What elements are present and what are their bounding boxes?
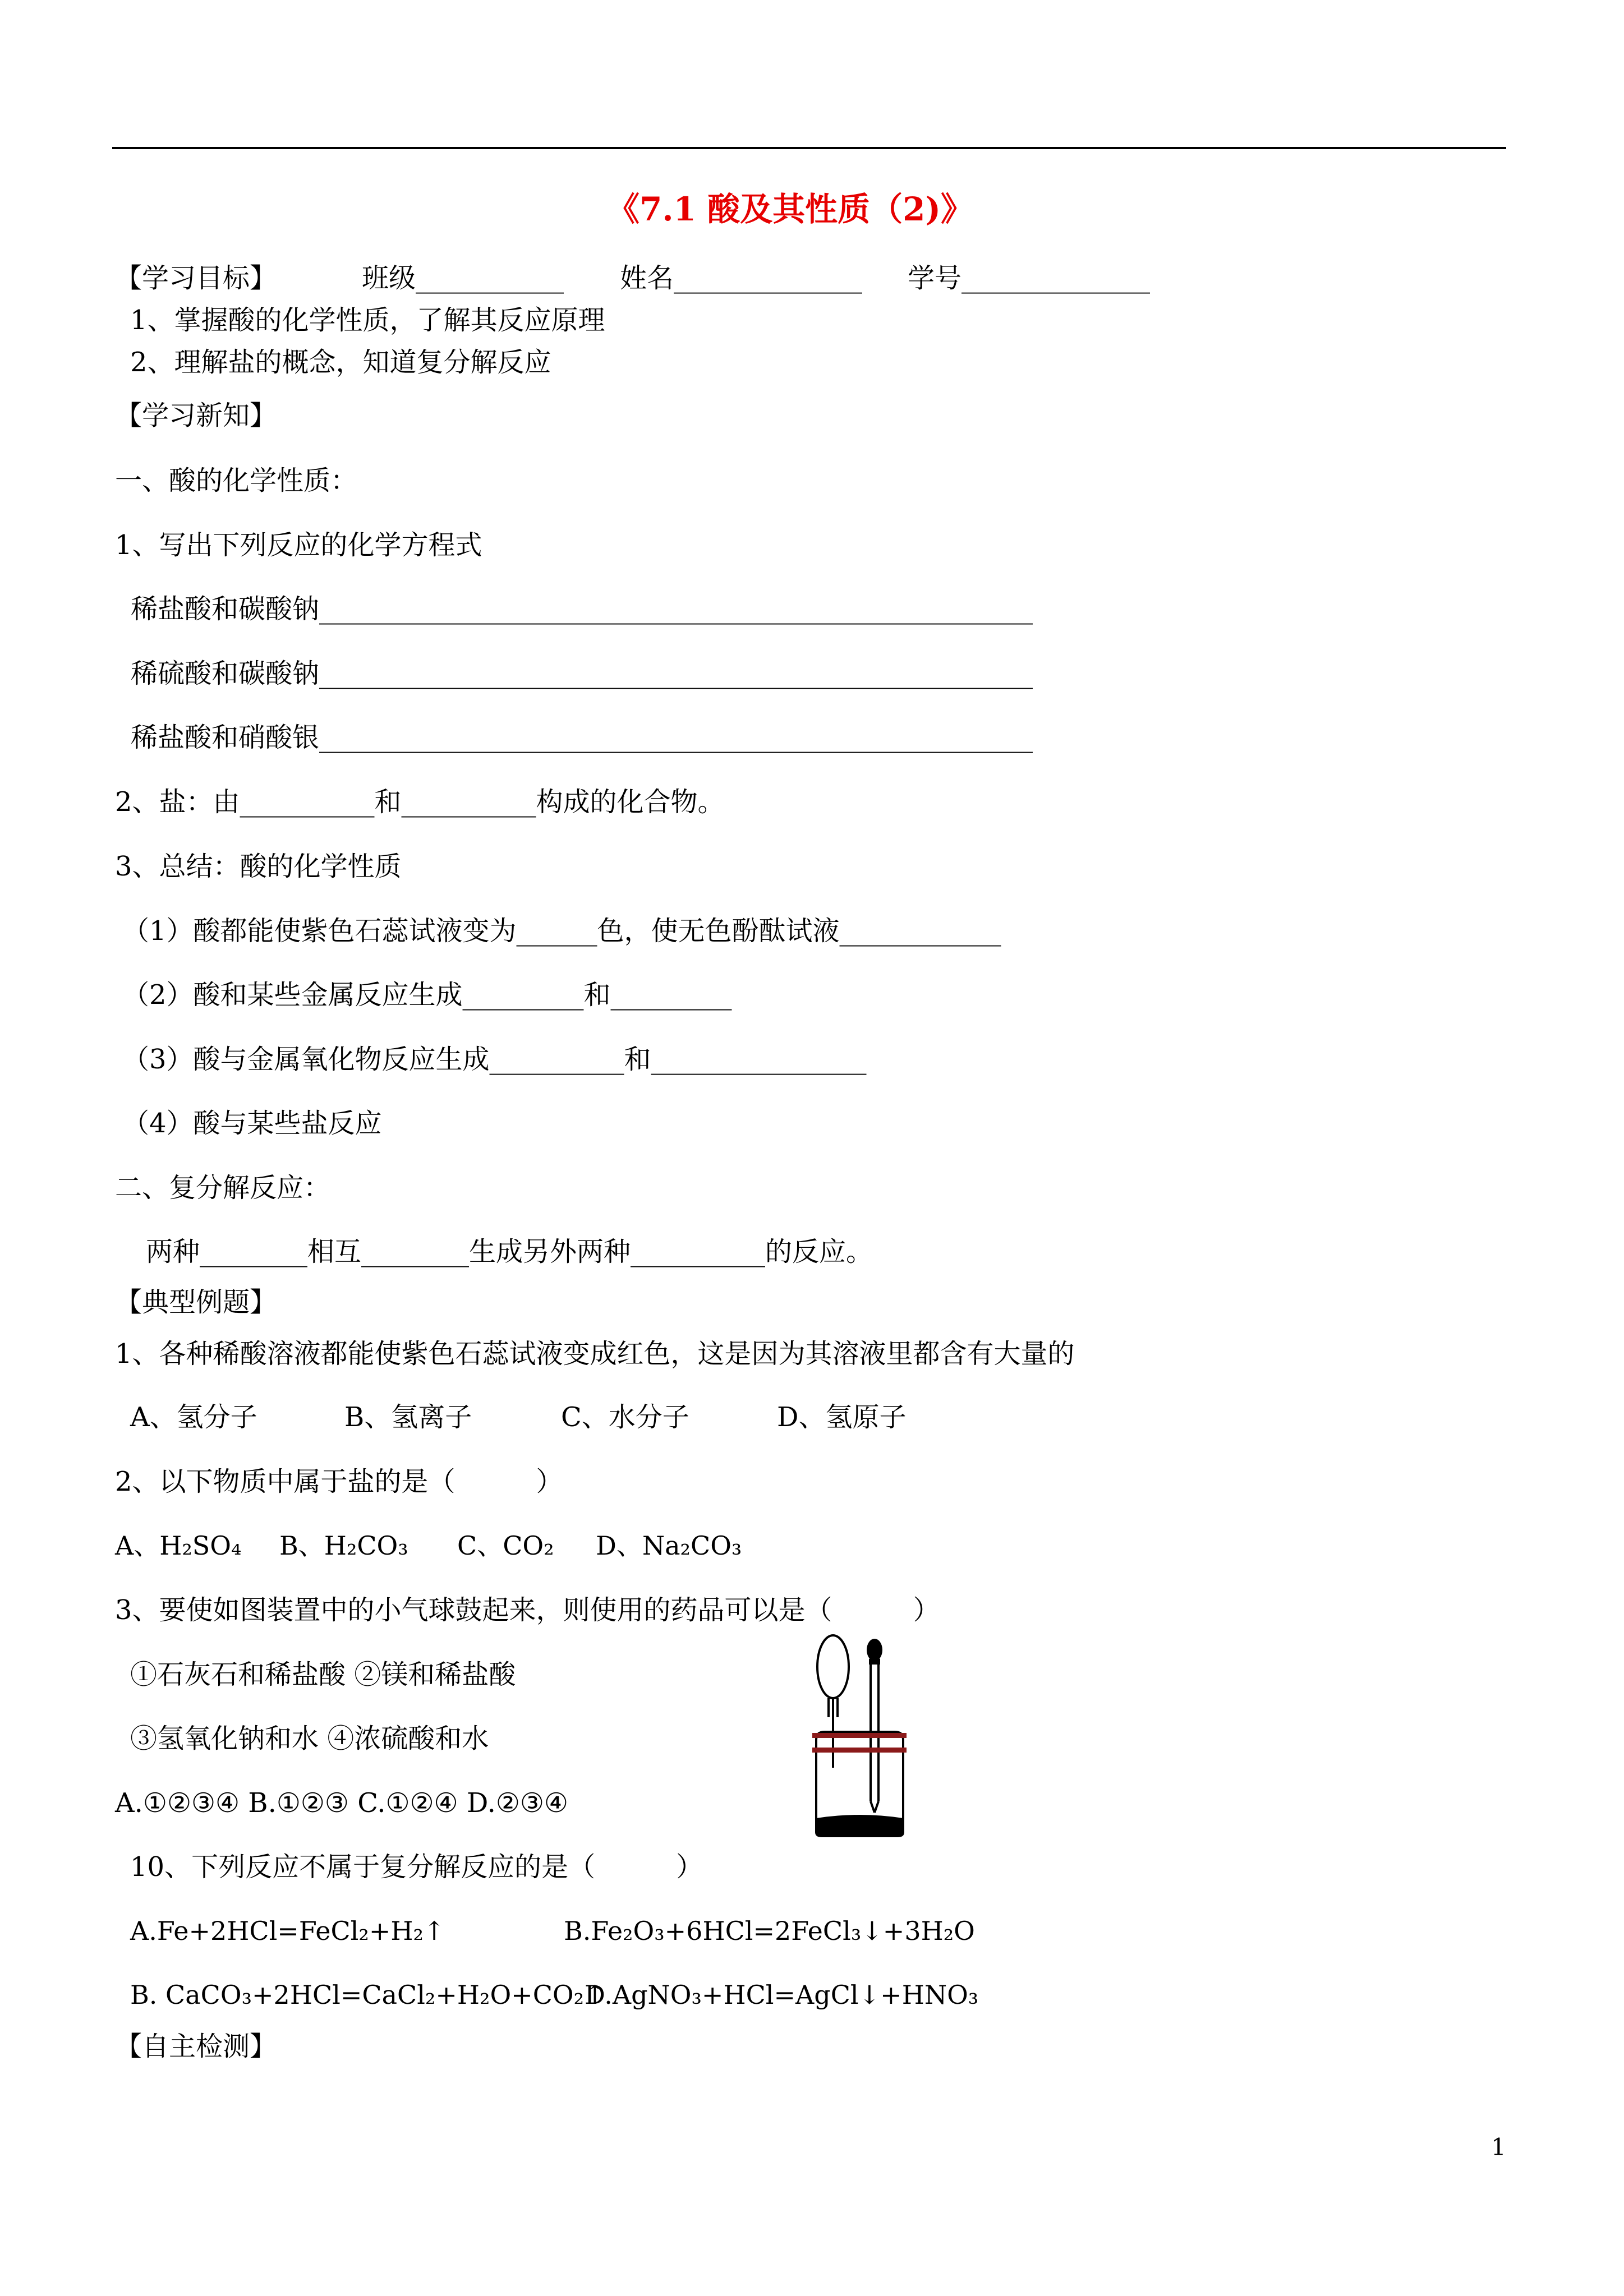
option: D、Na₂CO₃ [596,1530,742,1561]
dropper-icon [867,1639,882,1661]
part-heading: 二、复分解反应： [115,1172,331,1204]
option: A、氢分子 [130,1401,257,1433]
reagent-choices: ③氢氧化钠和水 ④浓硫酸和水 [130,1723,489,1754]
part-heading: 一、酸的化学性质： [115,465,358,496]
section-heading: 【自主检测】 [115,2031,277,2062]
section-heading: 【学习新知】 [115,400,277,431]
option: C、水分子 [561,1401,689,1433]
name-field: 姓名______________ [620,262,863,294]
balloon-icon [817,1635,849,1698]
reaction-blank: 稀盐酸和硝酸银_____________________________________________________ [131,722,1033,753]
header-rule [112,147,1506,149]
balloon-flask-figure [802,1633,917,1841]
question: 10、下列反应不属于复分解反应的是（ ） [130,1851,703,1883]
equation-option: B. CaCO₃+2HCl=CaCl₂+H₂O+CO₂↑ [130,1980,606,2010]
class-field: 班级___________ [362,262,564,294]
property-item: （2）酸和某些金属反应生成_________和_________ [122,979,732,1011]
reaction-blank: 稀盐酸和碳酸钠_____________________________________________________ [131,593,1033,625]
page-number: 1 [1491,2133,1506,2161]
equation-option: B.Fe₂O₃+6HCl=2FeCl₃↓+3H₂O [564,1916,975,1946]
option: C、CO₂ [457,1530,554,1561]
property-item: （4）酸与某些盐反应 [122,1108,382,1139]
answer-options: A.①②③④ B.①②③ C.①②④ D.②③④ [115,1787,568,1819]
property-item: （3）酸与金属氧化物反应生成__________和________________ [122,1044,867,1075]
question: 1、写出下列反应的化学方程式 [115,529,482,561]
option: B、H₂CO₃ [279,1530,408,1561]
page-title: 《7.1 酸及其性质（2)》 [607,190,973,228]
section-heading: 【典型例题】 [115,1287,277,1318]
objectives-heading: 【学习目标】 [115,262,277,294]
objective-item: 2、理解盐的概念，知道复分解反应 [130,347,551,378]
question: 1、各种稀酸溶液都能使紫色石蕊试液变成红色，这是因为其溶液里都含有大量的 [115,1338,1075,1370]
question: 2、盐：由__________和__________构成的化合物。 [115,786,725,818]
question: 2、以下物质中属于盐的是（ ） [115,1466,563,1497]
equation-option: A.Fe+2HCl=FeCl₂+H₂↑ [130,1916,445,1946]
equation-option: D.AgNO₃+HCl=AgCl↓+HNO₃ [585,1980,979,2010]
definition-blank: 两种________相互________生成另外两种__________的反应。 [146,1236,873,1267]
reagent-choices: ①石灰石和稀盐酸 ②镁和稀盐酸 [130,1659,516,1690]
option: A、H₂SO₄ [115,1530,242,1561]
property-item: （1）酸都能使紫色石蕊试液变为______色，使无色酚酞试液____________ [122,915,1001,947]
reaction-blank: 稀硫酸和碳酸钠_____________________________________________________ [131,658,1033,689]
option: B、氢离子 [344,1401,472,1433]
objective-item: 1、掌握酸的化学性质，了解其反应原理 [130,305,605,336]
option: D、氢原子 [777,1401,907,1433]
question: 3、要使如图装置中的小气球鼓起来，则使用的药品可以是（ ） [115,1594,940,1626]
question: 3、总结：酸的化学性质 [115,851,402,882]
student-number-field: 学号______________ [908,262,1151,294]
